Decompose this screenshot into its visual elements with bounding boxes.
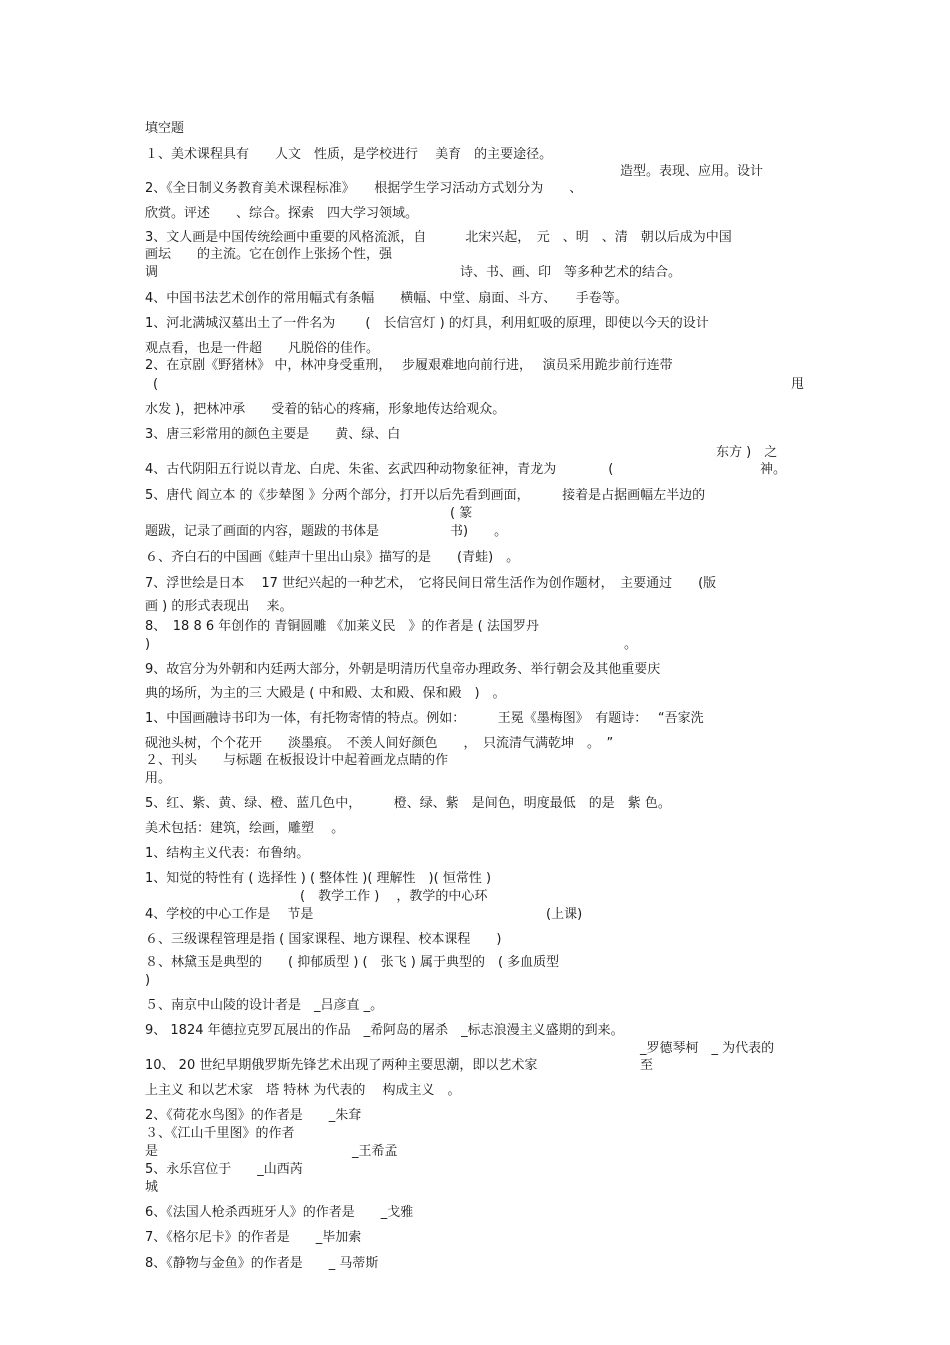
text-line: 7、《格尔尼卡》的作者是 _毕加索	[145, 1230, 362, 1245]
text-fragment: ( 篆	[450, 506, 473, 521]
text-line: 调	[145, 265, 159, 280]
text-line: 8、 18 8 6 年创作的 青铜圆雕 《加莱义民 》的作者是 ( 法国罗丹	[145, 619, 539, 634]
text-line: ５、南京中山陵的设计者是 _吕彦直 _。	[145, 998, 384, 1013]
text-line: 题跋，记录了画面的内容，题跋的书体是	[145, 524, 380, 539]
text-line: 3、唐三彩常用的颜色主要是 黄、绿、白	[145, 427, 401, 442]
text-fragment: (上课)	[546, 907, 583, 922]
text-line: )	[145, 973, 151, 988]
text-line: 水发 )，把林冲承 受着的钻心的疼痛，形象地传达给观众。	[145, 402, 506, 417]
text-line: 画 ) 的形式表现出 来。	[145, 599, 293, 614]
text-line: 是	[145, 1144, 159, 1159]
text-line: 欣赏。评述 、综合。探索 四大学习领域。	[145, 206, 419, 221]
text-line: 用。	[145, 771, 172, 786]
text-fragment: 甩	[791, 377, 805, 392]
text-line: 1、知觉的特性有 ( 选择性 ) ( 整体性 )( 理解性 )( 恒常性 )	[145, 871, 492, 886]
text-line: 6、《法国人枪杀西班牙人》的作者是 _戈雅	[145, 1205, 414, 1220]
text-fragment: 诗、书、画、印 等多种艺术的结合。	[460, 265, 682, 280]
text-line: 美术包括：建筑，绘画，雕塑 。	[145, 821, 345, 836]
text-line: 5、永乐宫位于 _山西芮	[145, 1162, 303, 1177]
text-line: 5、唐代 阎立本 的《步辇图 》分两个部分，打开以后先看到画面， 接着是占据画幅左半边的	[145, 488, 706, 503]
text-line: 2、《荷花水鸟图》的作者是 _朱耷	[145, 1108, 362, 1123]
text-line: 9、 1824 年德拉克罗瓦展出的作品 _希阿岛的屠杀 _标志浪漫主义盛期的到来。	[145, 1023, 624, 1038]
text-line: 2、《全日制义务教育美术课程标准》 根据学生学习活动方式划分为 、	[145, 181, 583, 196]
text-line: 1、结构主义代表：布鲁纳。	[145, 846, 310, 861]
text-line: 典的场所，为主的三 大殿是 ( 中和殿、太和殿、保和殿 ) 。	[145, 686, 506, 701]
text-line: 4、中国书法艺术创作的常用幅式有条幅 横幅、中堂、扇面、斗方、 手卷等。	[145, 291, 628, 306]
text-fragment: 东方 ) 之	[716, 445, 778, 460]
text-line: 7、浮世绘是日本 17 世纪兴起的一种艺术， 它将民间日常生活作为创作题材， 主要通过 (版	[145, 576, 717, 591]
page-title: 填空题	[145, 121, 185, 136]
text-line: １、美术课程具有 人文 性质，是学校进行 美育 的主要途径。	[145, 147, 553, 162]
text-line: 3、文人画是中国传统绘画中重要的风格流派，自 北宋兴起， 元 、明 、清 朝以后成为中国	[145, 230, 732, 245]
text-line: ８、林黛玉是典型的 ( 抑郁质型 ) ( 张飞 ) 属于典型的 ( 多血质型	[145, 955, 560, 970]
text-fragment: 。	[624, 637, 638, 652]
text-line: )	[145, 637, 151, 652]
text-fragment: 至	[640, 1058, 654, 1073]
text-line: 1、河北满城汉墓出土了一件名为 ( 长信宫灯 ) 的灯具，利用虹吸的原理，即使以今天的设计	[145, 316, 709, 331]
text-fragment: _罗德琴柯 _ 为代表的	[640, 1041, 775, 1056]
text-fragment: 书) 。	[450, 524, 508, 539]
text-line: 上主义 和以艺术家 塔 特林 为代表的 构成主义 。	[145, 1083, 461, 1098]
text-line: 10、 20 世纪早期俄罗斯先锋艺术出现了两种主要思潮，即以艺术家	[145, 1058, 538, 1073]
text-line: 2、在京剧《野猪林》 中，林冲身受重刑， 步履艰难地向前行进， 演员采用跪步前行连带	[145, 358, 673, 373]
text-line: ６、三级课程管理是指 ( 国家课程、地方课程、校本课程 )	[145, 932, 502, 947]
text-line: (	[153, 377, 159, 392]
text-line: 砚池头树，个个花开 淡墨痕。 不羡人间好颜色 ， 只流清气满乾坤 。 ”	[145, 736, 614, 751]
text-line: 城	[145, 1180, 159, 1195]
text-line: 5、红、紫、黄、绿、橙、蓝几色中， 橙、绿、紫 是间色，明度最低 的是 紫 色。	[145, 796, 671, 811]
text-line: ２、刊头 与标题 在板报设计中起着画龙点睛的作	[145, 753, 449, 768]
text-fragment: ( 教学工作 ) ，教学的中心环	[300, 889, 488, 904]
text-line: 9、故宫分为外朝和内廷两大部分，外朝是明清历代皇帝办理政务、举行朝会及其他重要庆	[145, 662, 661, 677]
text-line: ３、《江山千里图》的作者	[145, 1126, 295, 1141]
text-line: 画坛 的主流。它在创作上张扬个性，强	[145, 247, 393, 262]
text-line: 4、学校的中心工作是 节是	[145, 907, 314, 922]
text-line: 4、古代阴阳五行说以青龙、白虎、朱雀、玄武四种动物象征神，青龙为 (	[145, 462, 614, 477]
text-fragment: 神。	[760, 462, 787, 477]
text-line: 1、中国画融诗书印为一体，有托物寄情的特点。例如： 王冕《墨梅图》 有题诗： “吾家洗	[145, 711, 704, 726]
text-fragment: _王希孟	[352, 1144, 398, 1159]
text-line: 8、《静物与金鱼》的作者是 _ 马蒂斯	[145, 1256, 379, 1271]
text-line: 观点看，也是一件超 凡脱俗的佳作。	[145, 341, 380, 356]
text-fragment: 造型。表现、应用。设计	[620, 164, 764, 179]
text-line: ６、齐白石的中国画《蛙声十里出山泉》描写的是 (青蛙) 。	[145, 550, 520, 565]
